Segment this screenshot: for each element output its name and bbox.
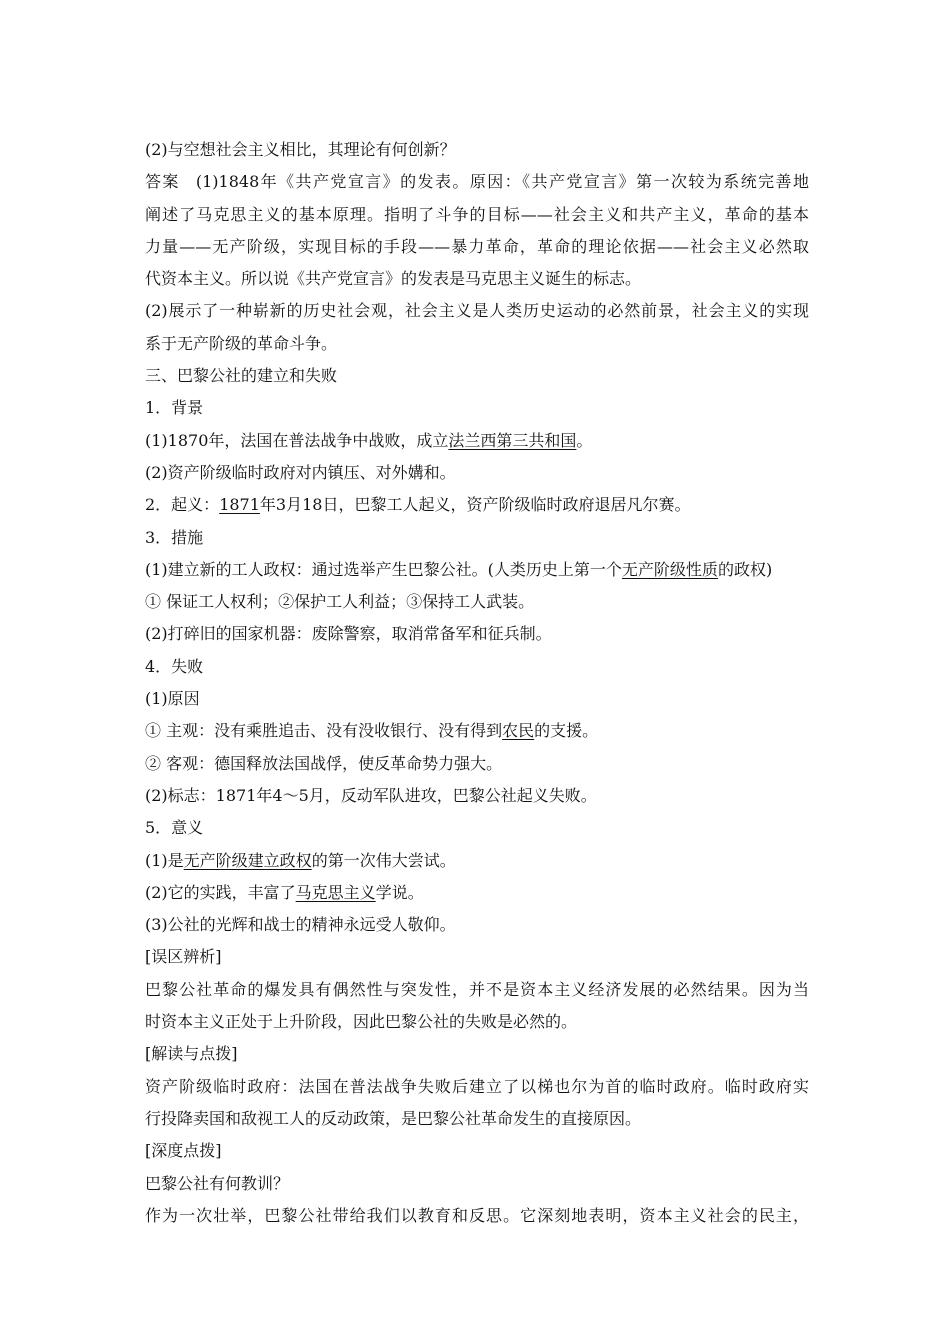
measures-item-2: (2)打碎旧的国家机器：废除警察，取消常备军和征兵制。: [145, 624, 552, 644]
failure-objective: ② 客观：德国释放法国战俘，使反革命势力强大。: [145, 753, 503, 773]
section-3-title: 三、巴黎公社的建立和失败: [145, 366, 338, 386]
failure-sign: (2)标志：1871年4～5月，反动军队进攻，巴黎公社起义失败。: [145, 785, 597, 805]
measures-item-1-sub: ① 保证工人权利；②保护工人利益；③保持工人武装。: [145, 592, 535, 612]
answer-line-2: 阐述了马克思主义的基本原理。指明了斗争的目标——社会主义和共产主义，革命的基本: [145, 204, 809, 224]
uprising-line: 2．起义：1871年3月18日，巴黎工人起义，资产阶级临时政府退居凡尔赛。: [145, 495, 691, 515]
measures-heading: 3．措施: [145, 527, 204, 547]
answer-line-1: 答案 (1)1848年《共产党宣言》的发表。原因：《共产党宣言》第一次较为系统完善地: [145, 172, 809, 192]
background-item-1: (1)1870年，法国在普法战争中战败，成立法兰西第三共和国。: [145, 430, 593, 450]
significance-item-3: (3)公社的光辉和战士的精神永远受人敬仰。: [145, 915, 456, 935]
deep-line-1: 作为一次壮举，巴黎公社带给我们以教育和反思。它深刻地表明，资本主义社会的民主，: [145, 1205, 809, 1225]
significance-item-2: (2)它的实践，丰富了马克思主义学说。: [145, 882, 424, 902]
interpretation-label: [解读与点拨]: [145, 1044, 238, 1064]
answer-label: 答案: [145, 172, 180, 192]
deep-label: [深度点拨]: [145, 1141, 222, 1161]
document-body: [145, 134, 809, 1232]
misconception-label: [误区辨析]: [145, 947, 222, 967]
answer-line-4: 代资本主义。所以说《共产党宣言》的发表是马克思主义诞生的标志。: [145, 269, 642, 289]
answer-line-5: (2)展示了一种崭新的历史社会观，社会主义是人类历史运动的必然前景，社会主义的实现: [145, 301, 809, 321]
significance-heading: 5．意义: [145, 818, 204, 838]
fill-blank-answer: 1871: [219, 495, 260, 515]
answer-line-6: 系于无产阶级的革命斗争。: [145, 333, 338, 353]
question-2: (2)与空想社会主义相比，其理论有何创新？: [145, 140, 456, 159]
deep-question: 巴黎公社有何教训？: [145, 1173, 290, 1193]
background-item-2: (2)资产阶级临时政府对内镇压、对外媾和。: [145, 462, 456, 482]
answer-line-3: 力量——无产阶级，实现目标的手段——暴力革命，革命的理论依据——社会主义必然取: [145, 236, 809, 256]
fill-blank-answer: 农民: [502, 721, 535, 741]
misconception-line-1: 巴黎公社革命的爆发具有偶然性与突发性，并不是资本主义经济发展的必然结果。因为当: [145, 979, 809, 999]
failure-subjective: ① 主观：没有乘胜追击、没有没收银行、没有得到农民的支援。: [145, 721, 599, 741]
fill-blank-answer: 无产阶级性质: [621, 559, 718, 579]
fill-blank-answer: 马克思主义: [295, 882, 376, 902]
failure-heading: 4．失败: [145, 656, 204, 676]
significance-item-1: (1)是无产阶级建立政权的第一次伟大尝试。: [145, 850, 456, 870]
misconception-line-2: 时资本主义正处于上升阶段，因此巴黎公社的失败是必然的。: [145, 1012, 578, 1032]
measures-item-1: (1)建立新的工人政权：通过选举产生巴黎公社。(人类历史上第一个无产阶级性质的政权): [145, 559, 773, 579]
fill-blank-answer: 法兰西第三共和国: [448, 430, 577, 450]
fill-blank-answer: 无产阶级建立政权: [183, 850, 312, 870]
failure-reason: (1)原因: [145, 689, 200, 709]
interpretation-line-1: 资产阶级临时政府：法国在普法战争失败后建立了以梯也尔为首的临时政府。临时政府实: [145, 1076, 809, 1096]
interpretation-line-2: 行投降卖国和敌视工人的反动政策，是巴黎公社革命发生的直接原因。: [145, 1108, 642, 1128]
background-heading: 1．背景: [145, 398, 204, 418]
